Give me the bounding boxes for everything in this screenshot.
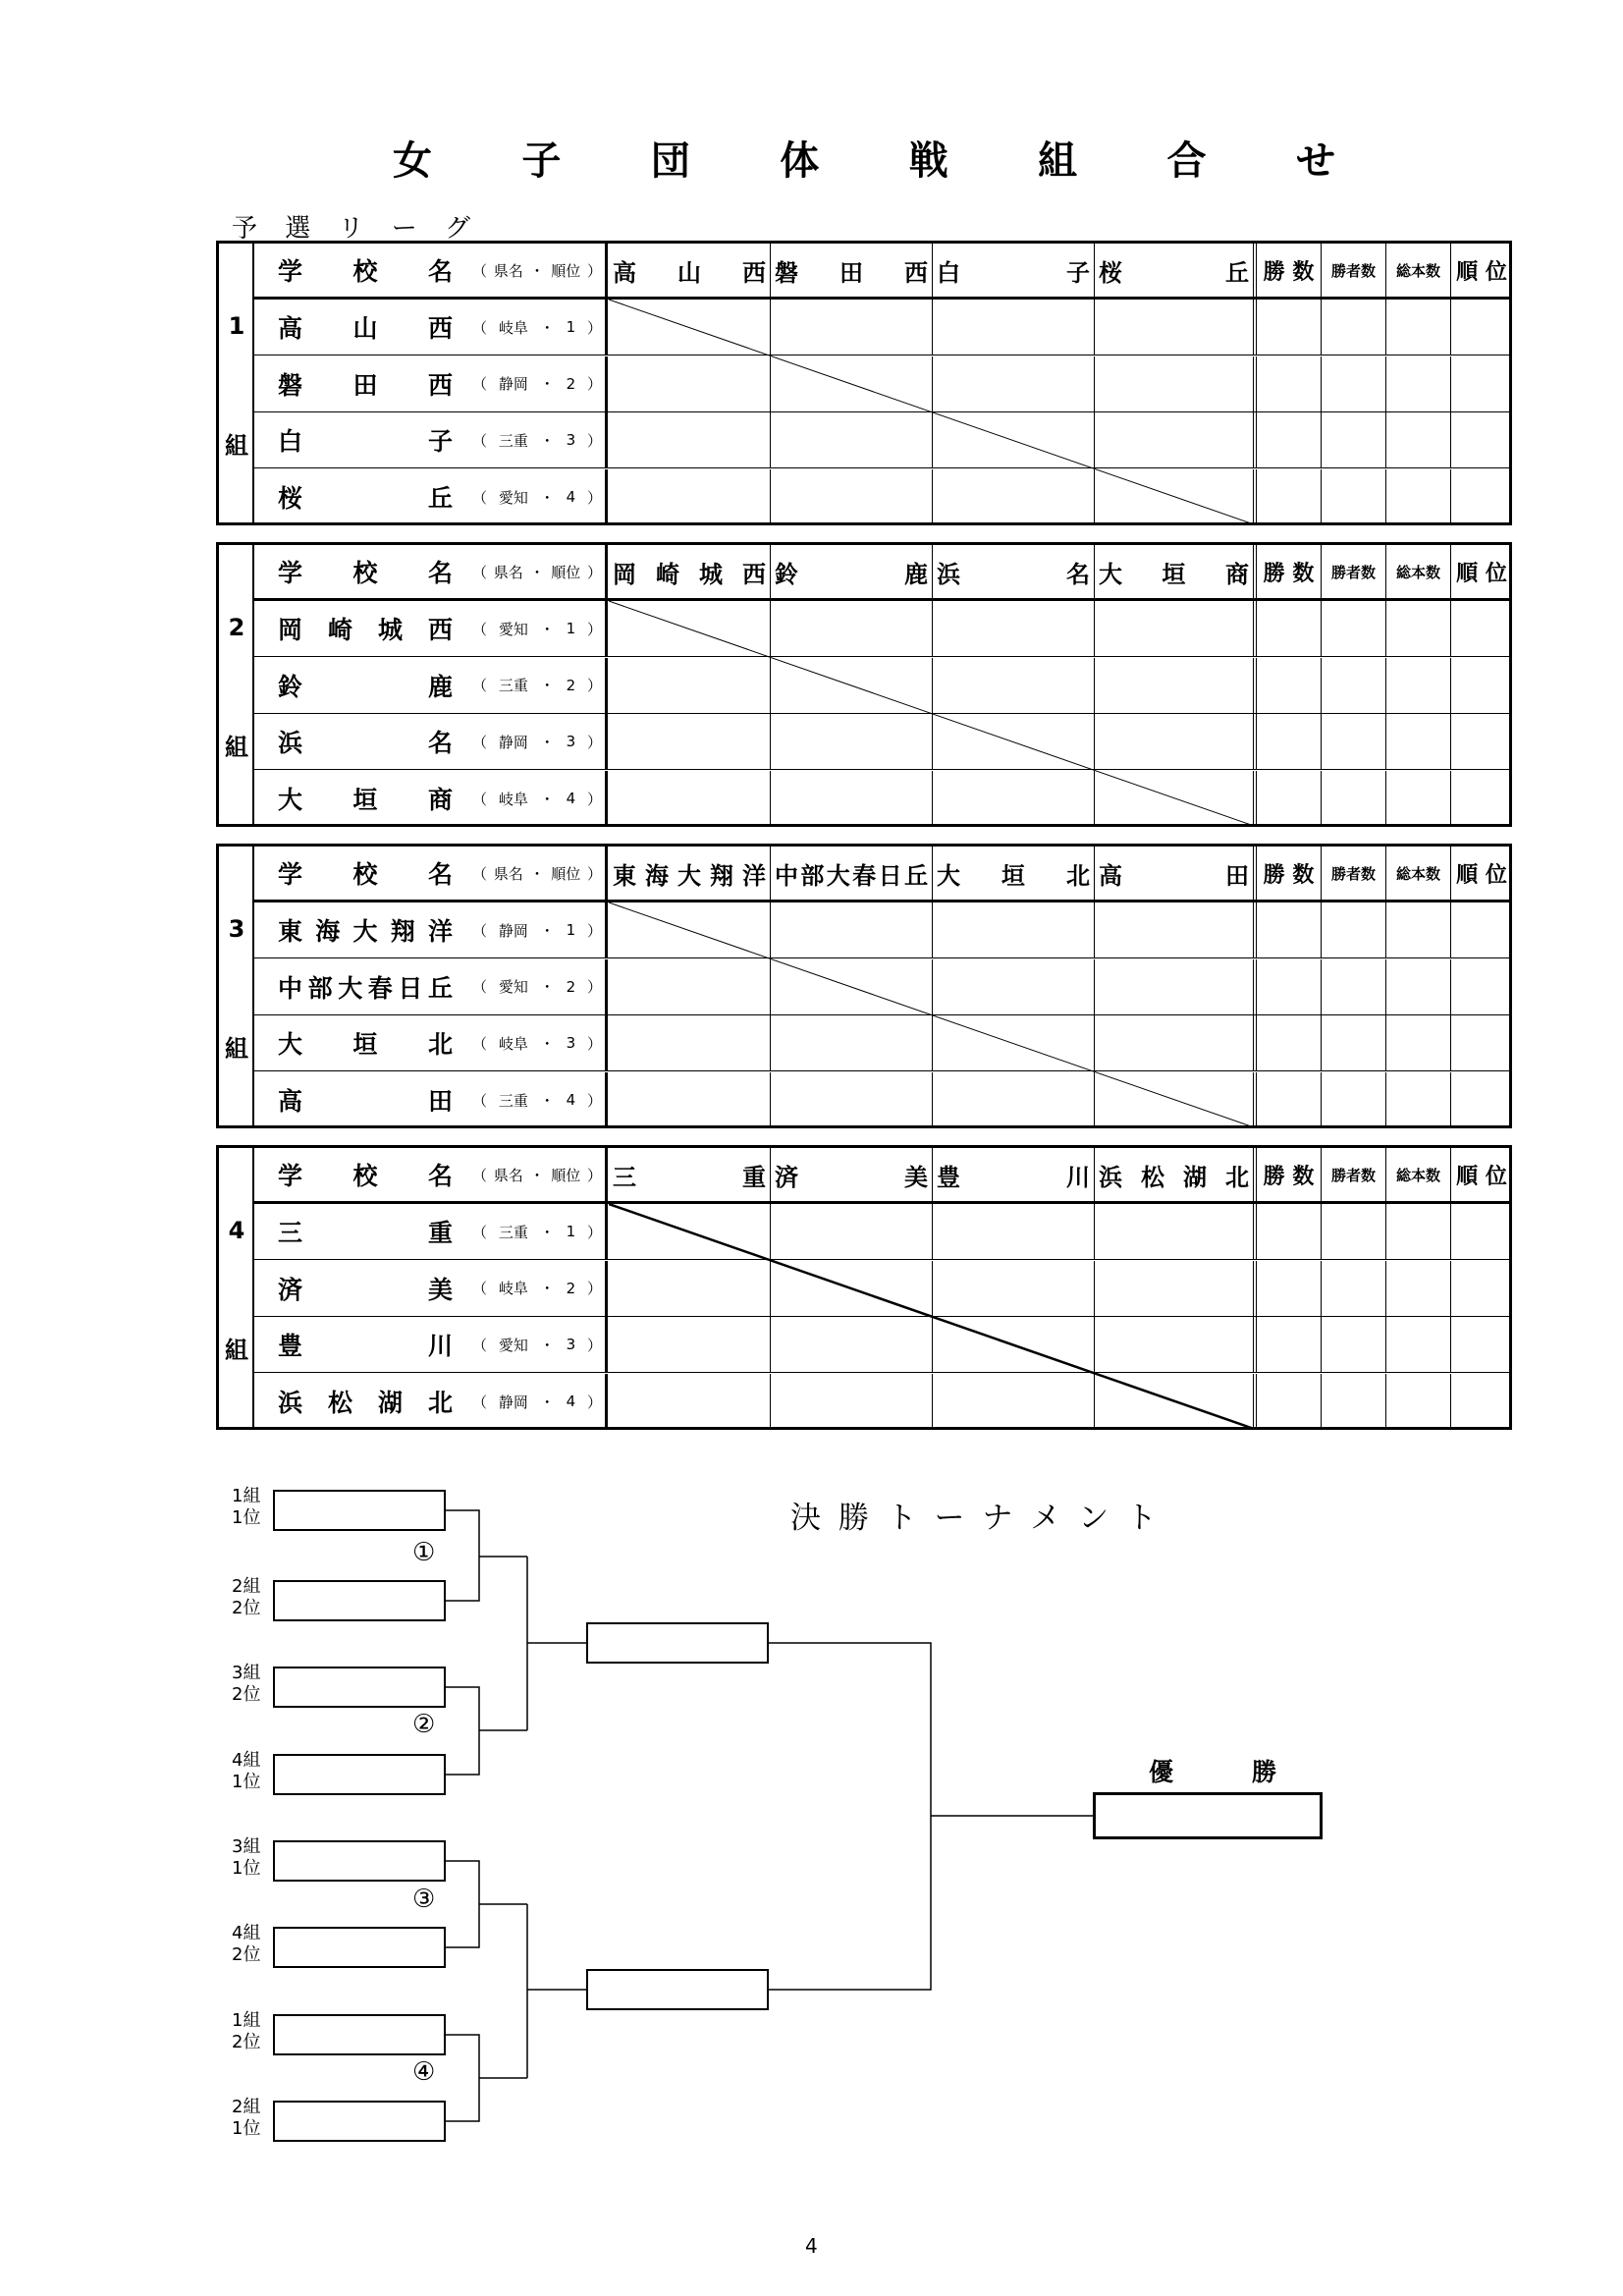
title-char: 合 <box>1166 137 1207 184</box>
dot: ・ <box>539 1336 555 1354</box>
opponent-char: 田 <box>839 258 863 287</box>
header-char: 順位 <box>551 1166 581 1184</box>
seed-place: 1位 <box>232 1772 261 1792</box>
paren: （ <box>472 1393 488 1411</box>
title-char: 組 <box>1038 137 1078 184</box>
header-char: ・ <box>529 261 545 280</box>
wins-header: 勝 数 <box>1257 847 1322 900</box>
dot: ・ <box>539 1280 555 1297</box>
seed-position: 3 <box>566 1034 576 1052</box>
opponent-char: 東 <box>613 861 636 890</box>
header-char: 順位 <box>551 864 581 883</box>
opponent-char: 済 <box>775 1163 798 1191</box>
opponent-char: 鹿 <box>904 560 928 588</box>
school-char: 垣 <box>352 786 378 814</box>
school-char: 松 <box>327 1389 352 1417</box>
opponent-char: 三 <box>613 1163 636 1191</box>
preliminary-league-label: 予 選 リ ー グ <box>232 214 481 244</box>
total-points-header: 総本数 <box>1386 847 1451 900</box>
opponent-char: 川 <box>1066 1163 1090 1191</box>
paren: ） <box>586 488 602 507</box>
opponent-char: 部 <box>800 861 825 890</box>
header-char: （ <box>472 261 488 280</box>
school-char: 済 <box>278 1275 303 1304</box>
group-kumi-label: 組 <box>225 1337 248 1364</box>
prefecture: 岐阜 <box>498 790 528 808</box>
school-char: 部 <box>307 973 333 1003</box>
dot: ・ <box>539 431 555 450</box>
school-char: 商 <box>427 786 453 814</box>
seed-label <box>232 2010 260 2053</box>
group-kumi-label: 組 <box>225 432 248 460</box>
prefecture: 岐阜 <box>498 1280 528 1297</box>
seed-position: 3 <box>566 733 576 750</box>
prefecture: 愛知 <box>498 978 528 996</box>
school-char: 大 <box>278 786 303 814</box>
opponent-char: 豊 <box>937 1163 960 1191</box>
paren: ） <box>586 677 602 694</box>
winners-header: 勝者数 <box>1322 244 1386 297</box>
opponent-char: 桜 <box>1099 258 1122 287</box>
prefecture: 愛知 <box>498 488 528 507</box>
header-char: 校 <box>352 1162 378 1190</box>
opponent-char: 大 <box>677 861 701 890</box>
paren: （ <box>472 620 488 638</box>
school-char: 田 <box>352 370 378 400</box>
wins-header: 勝 数 <box>1257 244 1322 297</box>
school-char: 浜 <box>278 729 303 757</box>
prefecture: 静岡 <box>498 375 528 393</box>
school-char: 川 <box>427 1332 453 1360</box>
school-char: 翔 <box>390 917 415 946</box>
dot: ・ <box>539 1034 555 1053</box>
school-char: 大 <box>338 973 363 1003</box>
seed-place: 1位 <box>232 1507 261 1528</box>
team-slot <box>273 1927 446 1968</box>
opponent-char: 崎 <box>656 560 679 588</box>
seed-place: 2位 <box>232 1944 261 1965</box>
winners-header: 勝者数 <box>1322 545 1386 598</box>
school-char: 高 <box>278 314 303 343</box>
team-slot <box>273 1490 446 1531</box>
seed-position: 4 <box>566 1393 576 1410</box>
opponent-char: 大 <box>937 861 960 890</box>
school-char: 湖 <box>377 1389 403 1417</box>
team-slot <box>273 1754 446 1795</box>
school-char: 西 <box>427 314 453 343</box>
seed-group: 2組 <box>232 1576 261 1597</box>
prefecture: 岐阜 <box>498 318 528 337</box>
paren: （ <box>472 318 488 337</box>
paren: （ <box>472 978 488 996</box>
seed-position: 1 <box>566 1223 576 1240</box>
seed-position: 2 <box>566 977 576 996</box>
seed-position: 4 <box>566 790 576 807</box>
champion-label <box>1149 1753 1276 1788</box>
winners-header: 勝者数 <box>1322 1148 1386 1201</box>
group-number: 2 <box>228 614 245 641</box>
paren: ） <box>586 790 602 808</box>
school-char: 岡 <box>278 616 303 644</box>
dot: ・ <box>539 733 555 751</box>
page-number: 4 <box>805 2234 818 2258</box>
opponent-char: 洋 <box>742 861 766 890</box>
opponent-char: 大 <box>1099 560 1122 588</box>
seed-position: 1 <box>566 318 576 336</box>
opponent-char: 商 <box>1225 560 1249 588</box>
seed-group: 4組 <box>232 1923 261 1943</box>
dot: ・ <box>539 978 555 996</box>
header-char: 学 <box>278 257 303 286</box>
seed-position: 1 <box>566 921 576 939</box>
opponent-char: 美 <box>904 1163 928 1191</box>
opponent-char: 西 <box>742 258 766 287</box>
seed-place: 1位 <box>232 2118 261 2139</box>
opponent-char: 子 <box>1066 258 1090 287</box>
school-char: 西 <box>427 616 453 644</box>
school-char: 垣 <box>352 1030 378 1059</box>
seed-position: 4 <box>566 488 576 506</box>
group-kumi-label: 組 <box>225 1035 248 1063</box>
group-kumi-label: 組 <box>225 734 248 761</box>
header-char: ） <box>586 864 602 883</box>
seed-label <box>232 2097 260 2140</box>
opponent-char: 浜 <box>1099 1163 1122 1191</box>
semifinal-slot <box>586 1622 769 1664</box>
dot: ・ <box>539 1393 555 1411</box>
seed-position: 4 <box>566 1091 576 1109</box>
paren: （ <box>472 1223 488 1241</box>
opponent-char: 日 <box>878 861 902 890</box>
seed-label <box>232 1576 260 1619</box>
dot: ・ <box>539 790 555 808</box>
team-slot <box>273 1667 446 1708</box>
school-char: 大 <box>352 917 378 946</box>
header-char: ・ <box>529 1166 545 1184</box>
seed-label <box>232 1923 260 1966</box>
title-char: 女 <box>393 137 432 184</box>
opponent-char: 田 <box>1225 861 1249 890</box>
opponent-char: 垣 <box>1162 560 1186 588</box>
dot: ・ <box>539 488 555 507</box>
seed-place: 1位 <box>232 1858 261 1879</box>
paren: ） <box>586 1336 602 1354</box>
school-char: 重 <box>427 1219 453 1247</box>
opponent-char: 重 <box>742 1163 766 1191</box>
opponent-char: 北 <box>1225 1163 1249 1191</box>
seed-group: 1組 <box>232 1486 261 1506</box>
prefecture: 愛知 <box>498 1336 528 1354</box>
school-char: 北 <box>427 1389 453 1417</box>
opponent-char: 西 <box>742 560 766 588</box>
seed-label <box>232 1663 260 1706</box>
header-char: （ <box>472 563 488 581</box>
prefecture: 三重 <box>498 431 528 450</box>
seed-place: 2位 <box>232 1598 261 1618</box>
header-char: 県名 <box>493 563 523 581</box>
rank-header: 順 位 <box>1456 1164 1507 1189</box>
paren: （ <box>472 790 488 808</box>
school-char: 鈴 <box>278 672 303 701</box>
winners-header: 勝者数 <box>1322 847 1386 900</box>
seed-group: 3組 <box>232 1836 261 1857</box>
school-char: 高 <box>278 1087 303 1116</box>
header-char: （ <box>472 1166 488 1184</box>
school-char: 鹿 <box>427 672 453 701</box>
dot: ・ <box>539 1223 555 1241</box>
dot: ・ <box>539 375 555 393</box>
opponent-char: 湖 <box>1183 1163 1207 1191</box>
header-char: 名 <box>427 559 453 587</box>
opponent-char: 翔 <box>710 861 733 890</box>
paren: ） <box>586 620 602 638</box>
opponent-char: 海 <box>645 861 669 890</box>
school-char: 豊 <box>278 1332 303 1360</box>
paren: ） <box>586 318 602 337</box>
school-char: 大 <box>278 1030 303 1059</box>
prefecture: 三重 <box>498 677 528 694</box>
paren: ） <box>586 375 602 393</box>
header-char: 名 <box>427 1162 453 1190</box>
opponent-char: 山 <box>677 258 701 287</box>
header-char: 順位 <box>551 261 581 280</box>
opponent-char: 鈴 <box>775 560 798 588</box>
opponent-char: 高 <box>613 258 636 287</box>
paren: ） <box>586 1034 602 1053</box>
school-char: 日 <box>398 973 423 1003</box>
school-char: 西 <box>427 370 453 400</box>
paren: （ <box>472 1280 488 1297</box>
total-points-header: 総本数 <box>1386 545 1451 598</box>
opponent-char: 丘 <box>903 861 928 890</box>
seed-position: 1 <box>566 620 576 637</box>
header-char: 校 <box>352 559 378 587</box>
school-char: 名 <box>427 729 453 757</box>
header-char: 県名 <box>493 1166 523 1184</box>
header-char: 県名 <box>493 864 523 883</box>
seed-label <box>232 1750 260 1793</box>
group-number: 3 <box>228 915 245 943</box>
rank-header: 順 位 <box>1456 561 1507 586</box>
champion-box <box>1093 1792 1323 1839</box>
header-char: 学 <box>278 860 303 889</box>
match-number: ① <box>412 1538 436 1567</box>
school-char: 洋 <box>427 917 453 946</box>
dot: ・ <box>539 1091 555 1110</box>
school-char: 北 <box>427 1030 453 1059</box>
header-char: 校 <box>352 860 378 889</box>
header-char: ・ <box>529 864 545 883</box>
school-char: 桜 <box>278 484 303 513</box>
school-char: 丘 <box>427 973 453 1003</box>
match-number: ④ <box>412 2057 436 2087</box>
school-char: 春 <box>367 973 393 1003</box>
paren: ） <box>586 978 602 996</box>
match-number: ② <box>412 1710 436 1739</box>
paren: （ <box>472 1336 488 1354</box>
paren: （ <box>472 1034 488 1053</box>
header-char: ） <box>586 261 602 280</box>
paren: （ <box>472 1091 488 1110</box>
total-points-header: 総本数 <box>1386 1148 1451 1201</box>
dot: ・ <box>539 620 555 638</box>
opponent-char: 中 <box>775 861 798 890</box>
seed-label <box>232 1836 260 1880</box>
team-slot <box>273 2101 446 2142</box>
dot: ・ <box>539 318 555 337</box>
seed-place: 2位 <box>232 2032 261 2052</box>
seed-position: 2 <box>566 676 576 694</box>
opponent-char: 城 <box>699 560 723 588</box>
title-char: せ <box>1295 137 1335 184</box>
school-char: 磐 <box>278 370 303 400</box>
header-char: 学 <box>278 1162 303 1190</box>
paren: ） <box>586 1091 602 1110</box>
champion-char: 勝 <box>1251 1758 1276 1786</box>
seed-position: 2 <box>566 374 576 393</box>
rank-header: 順 位 <box>1456 259 1507 285</box>
header-char: 名 <box>427 257 453 286</box>
dot: ・ <box>539 921 555 940</box>
header-char: ） <box>586 1166 602 1184</box>
opponent-char: 白 <box>937 258 960 287</box>
dot: ・ <box>539 677 555 694</box>
header-char: ・ <box>529 563 545 581</box>
school-char: 三 <box>278 1219 303 1247</box>
paren: （ <box>472 488 488 507</box>
wins-header: 勝 数 <box>1257 1148 1322 1201</box>
school-char: 山 <box>352 314 378 343</box>
wins-header: 勝 数 <box>1257 545 1322 598</box>
semifinal-slot <box>586 1969 769 2010</box>
opponent-char: 北 <box>1066 861 1090 890</box>
school-char: 東 <box>278 917 303 946</box>
match-number: ③ <box>412 1885 436 1914</box>
opponent-char: 磐 <box>775 258 798 287</box>
header-char: 名 <box>427 860 453 889</box>
seed-position: 3 <box>566 1336 576 1353</box>
group-number: 1 <box>228 312 245 340</box>
opponent-char: 名 <box>1066 560 1090 588</box>
opponent-char: 大 <box>826 861 850 890</box>
team-slot <box>273 1840 446 1882</box>
paren: （ <box>472 431 488 450</box>
team-slot <box>273 2014 446 2055</box>
champion-char: 優 <box>1149 1758 1174 1786</box>
school-char: 子 <box>427 427 453 456</box>
opponent-char: 浜 <box>937 560 960 588</box>
opponent-char: 丘 <box>1225 258 1249 287</box>
final-tournament-title: 決 勝 ト ー ナ メ ン ト <box>790 1501 1161 1536</box>
paren: ） <box>586 1223 602 1241</box>
school-char: 中 <box>278 973 303 1003</box>
seed-label <box>232 1486 260 1529</box>
opponent-char: 西 <box>904 258 928 287</box>
paren: （ <box>472 677 488 694</box>
school-char: 海 <box>315 917 341 946</box>
team-slot <box>273 1580 446 1621</box>
paren: ） <box>586 921 602 940</box>
opponent-char: 垣 <box>1001 861 1025 890</box>
school-char: 美 <box>427 1275 453 1304</box>
total-points-header: 総本数 <box>1386 244 1451 297</box>
header-char: 校 <box>352 257 378 286</box>
group-number: 4 <box>228 1217 245 1244</box>
prefecture: 静岡 <box>498 1393 528 1411</box>
rank-header: 順 位 <box>1456 862 1507 888</box>
header-char: ） <box>586 563 602 581</box>
seed-group: 4組 <box>232 1750 261 1771</box>
prefecture: 静岡 <box>498 733 528 751</box>
paren: ） <box>586 431 602 450</box>
header-char: 県名 <box>493 261 523 280</box>
paren: ） <box>586 1280 602 1297</box>
seed-group: 2組 <box>232 2097 261 2117</box>
opponent-char: 岡 <box>613 560 636 588</box>
title-char: 体 <box>780 137 820 184</box>
paren: （ <box>472 733 488 751</box>
seed-position: 2 <box>566 1279 576 1297</box>
header-char: （ <box>472 864 488 883</box>
school-char: 白 <box>278 427 303 456</box>
title-char: 団 <box>650 137 690 184</box>
paren: ） <box>586 1393 602 1411</box>
header-char: 順位 <box>551 563 581 581</box>
prefecture: 静岡 <box>498 921 528 940</box>
header-char: 学 <box>278 559 303 587</box>
seed-group: 3組 <box>232 1663 261 1683</box>
school-char: 田 <box>427 1087 453 1116</box>
opponent-char: 高 <box>1099 861 1122 890</box>
prefecture: 三重 <box>498 1223 528 1241</box>
title-char: 子 <box>521 137 562 184</box>
school-char: 丘 <box>427 484 453 513</box>
paren: （ <box>472 921 488 940</box>
prefecture: 愛知 <box>498 620 528 638</box>
paren: （ <box>472 375 488 393</box>
title-char: 戦 <box>908 137 948 184</box>
prefecture: 岐阜 <box>498 1034 528 1053</box>
seed-position: 3 <box>566 431 576 449</box>
school-char: 城 <box>377 616 403 644</box>
seed-group: 1組 <box>232 2010 261 2031</box>
paren: ） <box>586 733 602 751</box>
opponent-char: 松 <box>1141 1163 1164 1191</box>
school-char: 崎 <box>327 616 352 644</box>
school-char: 浜 <box>278 1389 303 1417</box>
prefecture: 三重 <box>498 1091 528 1110</box>
opponent-char: 春 <box>852 861 877 890</box>
seed-place: 2位 <box>232 1684 261 1705</box>
